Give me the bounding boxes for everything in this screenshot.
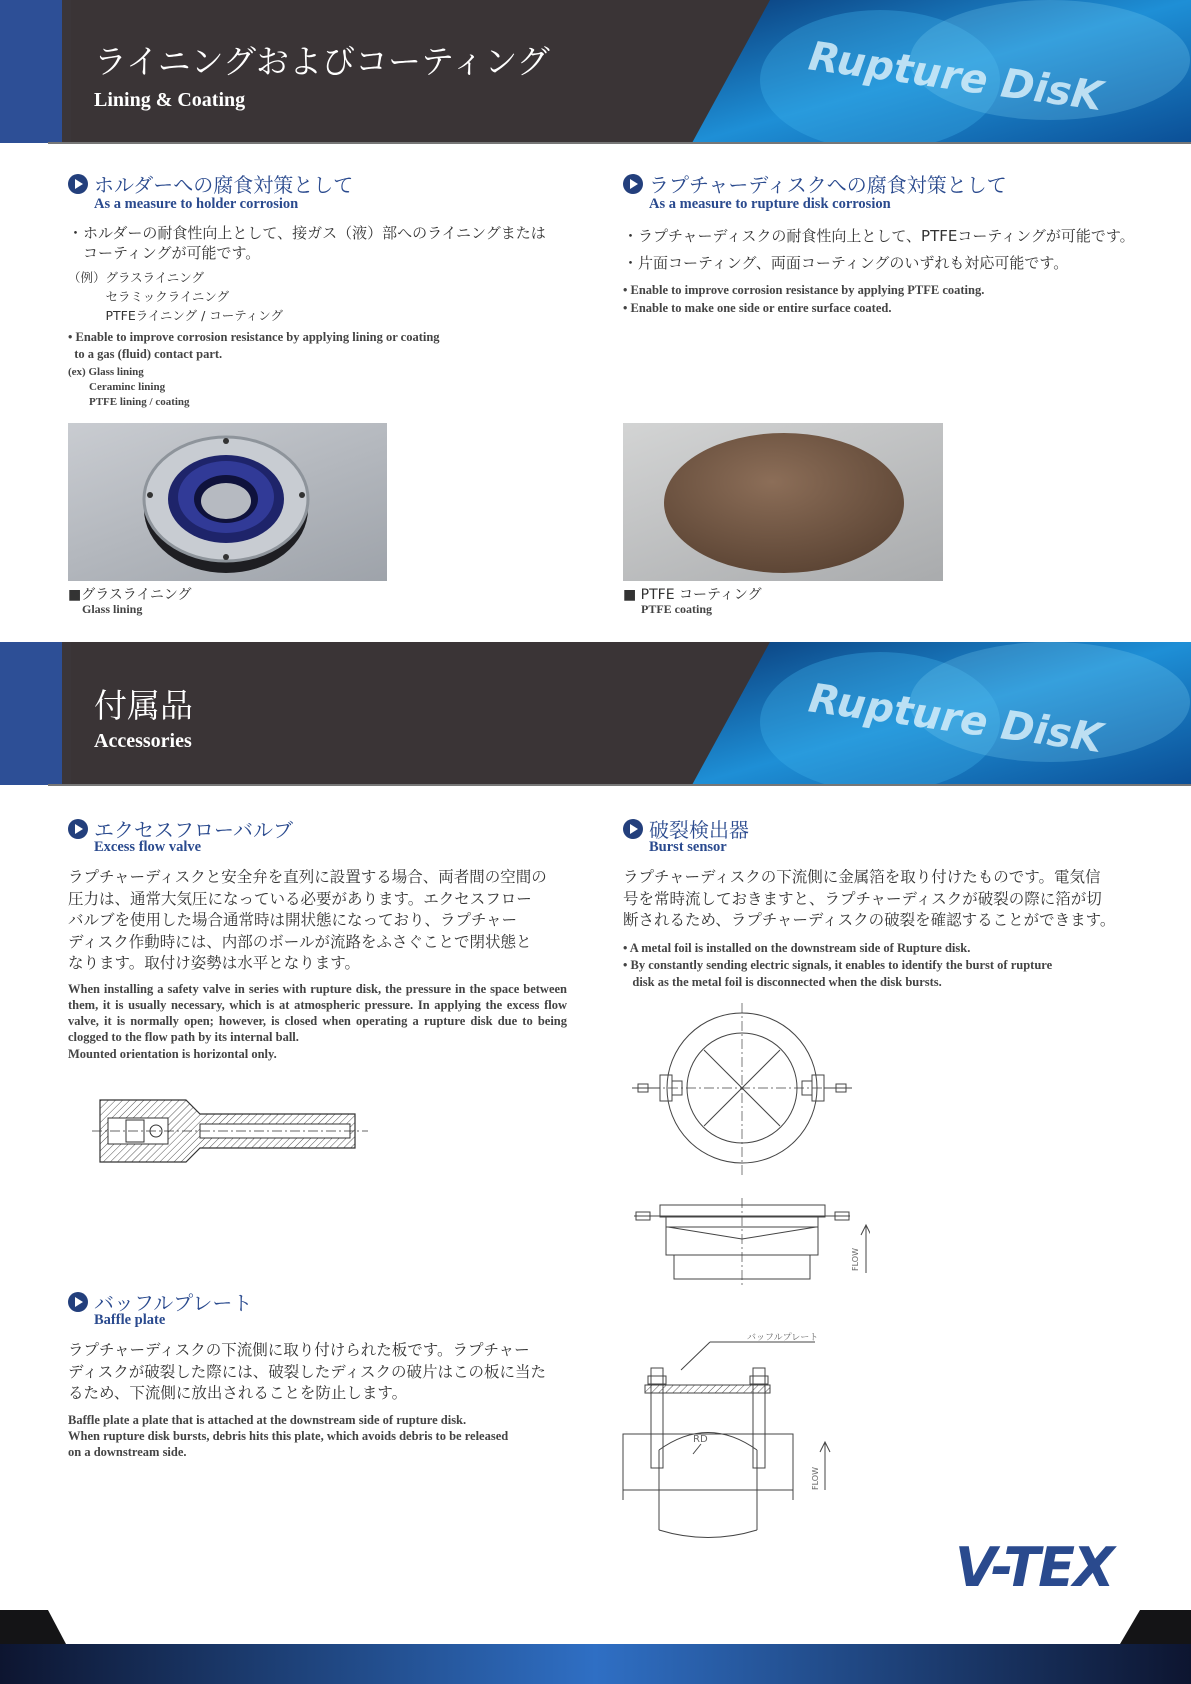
play-bullet-icon <box>68 1292 88 1312</box>
holder-example-jp: （例）グラスライニング セラミックライニング PTFEライニング / コーティング <box>68 270 284 323</box>
glass-lining-photo <box>68 423 387 581</box>
banner-title-jp: ライニングおよびコーティング <box>94 42 550 81</box>
valve-heading-en: Excess flow valve <box>94 839 202 855</box>
banner-accessories <box>0 642 1191 785</box>
banner-title-jp: 付属品 <box>94 686 193 725</box>
footer-band <box>0 1610 1191 1684</box>
svg-text:バッフルプレート: バッフルプレート <box>747 1333 819 1343</box>
divider <box>48 142 1191 144</box>
ptfe-coating-photo <box>623 423 943 581</box>
glass-lining-caption-en: Glass lining <box>82 602 143 616</box>
holder-desc-jp: ・ホルダーの耐食性向上として、接ガス（液）部へのライニングまたは コーティングが可能です。 <box>68 224 546 262</box>
baffle-heading-en: Baffle plate <box>94 1312 166 1328</box>
disk-desc-jp: ・ラプチャーディスクの耐食性向上として、PTFEコーティングが可能です。 ・片面コーティング、両面コーティングのいずれも対応可能です。 <box>623 227 1135 272</box>
play-bullet-icon <box>68 174 88 194</box>
svg-text:FLOW: FLOW <box>851 1248 860 1271</box>
svg-text:Rupture DisK: Rupture DisK <box>805 675 1106 763</box>
play-bullet-icon <box>68 819 88 839</box>
sensor-desc-jp: ラプチャーディスクの下流側に金属箔を取り付けたものです。電気信 号を常時流しておきますと、ラプチャーディスクが破裂の際に箔が切 断されるため、ラプチャーディスクの破裂を確認することができます。 <box>623 868 1116 929</box>
sensor-heading-en: Burst sensor <box>649 839 727 855</box>
holder-desc-en: • Enable to improve corrosion resistance by applying lining or coating to a gas (fluid) contact part. <box>68 330 440 361</box>
holder-heading: ホルダーへの腐食対策として <box>68 169 353 198</box>
valve-desc-en: When installing a safety valve in series with rupture disk, the pressure in the space between them, it is usually necessary, which is at atmospheric pressure. In applying the excess flow valve, it is normally open; however, is closed when operating a rupture disk due to being clogged to the flow path by its internal ball. <box>68 982 567 1044</box>
valve-desc-en2: Mounted orientation is horizontal only. <box>68 1047 277 1061</box>
sensor-desc-en: • A metal foil is installed on the downstream side of Rupture disk. • By constantly sending electric signals, it enables to identify the burst of rupture disk as the metal foil is disconnected when the disk bursts. <box>623 941 1053 989</box>
baffle-desc-en: Baffle plate a plate that is attached at the downstream side of rupture disk. When rupture disk bursts, debris hits this plate, which avoids debris to be released on a downstream side. <box>68 1413 509 1459</box>
valve-heading: エクセスフローバルブ <box>68 814 293 843</box>
holder-heading-en: As a measure to holder corrosion <box>94 196 299 212</box>
glass-lining-caption: ■グラスライニング <box>68 587 192 603</box>
disk-desc-en: • Enable to improve corrosion resistance by applying PTFE coating. • Enable to make one side or entire surface coated. <box>623 283 985 315</box>
holder-example-en: (ex) Glass lining Ceraminc lining PTFE lining / coating <box>68 366 190 408</box>
play-bullet-icon <box>623 174 643 194</box>
divider <box>48 784 1191 786</box>
banner-title-en: Accessories <box>94 730 192 752</box>
baffle-plate-drawing <box>615 1330 855 1540</box>
baffle-desc-jp: ラプチャーディスクの下流側に取り付けられた板です。ラプチャー ディスクが破裂した際には、破裂したディスクの破片はこの板に当た るため、下流側に放出されることを防止します。 <box>68 1341 547 1402</box>
vtex-logo: V-TEX <box>955 1536 1113 1599</box>
banner-lining-coating <box>0 0 1191 143</box>
ptfe-coating-caption: ■ PTFE コーティング <box>623 587 762 603</box>
svg-text:FLOW: FLOW <box>811 1467 820 1490</box>
excess-flow-valve-drawing <box>90 1090 370 1170</box>
burst-sensor-drawing <box>630 1003 870 1293</box>
banner-title-en: Lining & Coating <box>94 89 246 111</box>
svg-text:Rupture DisK: Rupture DisK <box>805 33 1106 121</box>
ptfe-coating-caption-en: PTFE coating <box>641 602 712 616</box>
disk-heading-en: As a measure to rupture disk corrosion <box>649 196 891 212</box>
sensor-heading: 破裂検出器 <box>623 814 749 843</box>
baffle-heading: バッフルプレート <box>68 1287 252 1316</box>
valve-desc-jp: ラプチャーディスクと安全弁を直列に設置する場合、両者間の空間の 圧力は、通常大気圧になっている必要があります。エクセスフロー バルブを使用した場合通常時は開状態になっており、ラプチャー ディスク作動時には、内部のボールが流路をふさぐことで閉状態と なります。取付け姿勢は水平となります。 <box>68 868 547 972</box>
svg-text:RD: RD <box>693 1434 708 1445</box>
disk-heading: ラプチャーディスクへの腐食対策として <box>623 169 1007 198</box>
play-bullet-icon <box>623 819 643 839</box>
